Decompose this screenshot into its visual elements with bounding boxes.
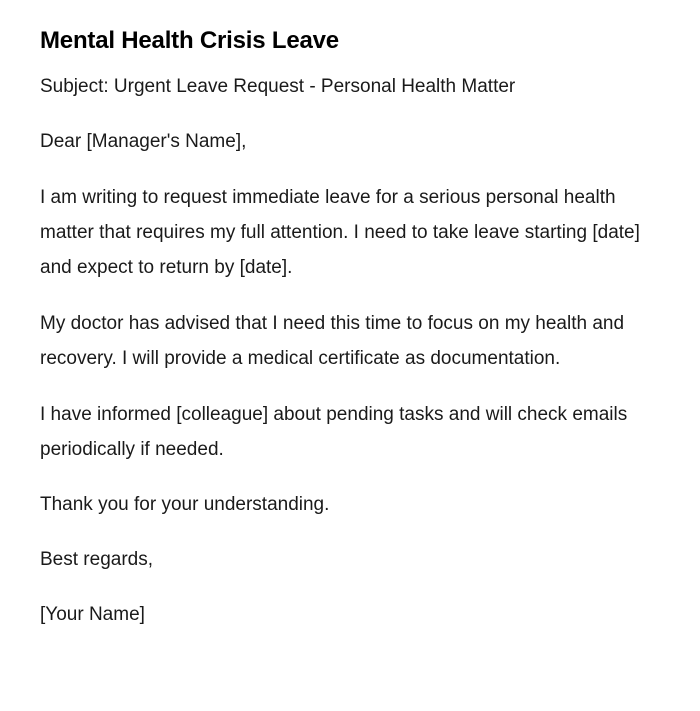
page-title: Mental Health Crisis Leave: [40, 27, 339, 54]
letter-paragraph-medical: My doctor has advised that I need this time to focus on my health and recovery. I will provide a medical certificate as documentation.: [40, 313, 625, 369]
letter-subject: Subject: Urgent Leave Request - Personal Health Matter: [40, 76, 516, 97]
letter-signature: [Your Name]: [40, 604, 145, 625]
letter-paragraph-handover: I have informed [colleague] about pending tasks and will check emails periodically if needed.: [40, 404, 628, 460]
letter-thanks: Thank you for your understanding.: [40, 494, 330, 515]
letter-signoff: Best regards,: [40, 549, 153, 570]
letter-salutation: Dear [Manager's Name],: [40, 131, 247, 152]
letter-paragraph-request: I am writing to request immediate leave for a serious personal health matter that requires my full attention. I need to take leave starting [date] and expect to return by [date].: [40, 187, 640, 278]
